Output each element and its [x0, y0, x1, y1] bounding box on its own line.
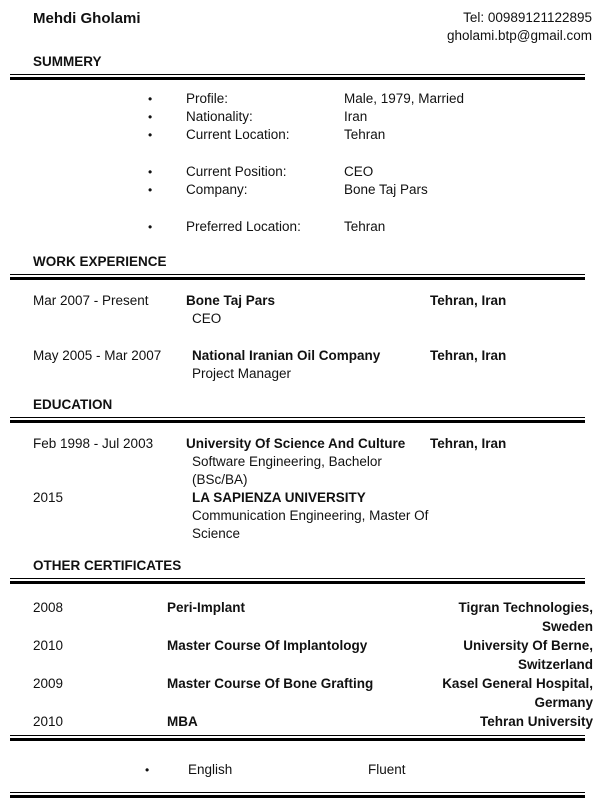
job-title-row [0, 310, 600, 328]
summary-value: Tehran [344, 127, 386, 142]
job-company: Bone Taj Pars [186, 293, 276, 308]
section-rule [10, 74, 585, 80]
certificate-course: MBA [167, 714, 198, 729]
education-degree-row [0, 453, 600, 489]
summary-item [0, 126, 600, 144]
job-company: National Iranian Oil Company [192, 348, 381, 363]
education-main-row [0, 489, 600, 507]
summary-label: Nationality: [186, 109, 253, 124]
certificate-year: 2010 [33, 638, 64, 653]
certificate-year: 2010 [33, 714, 64, 729]
spacer [430, 507, 593, 543]
section-heading-education: EDUCATION [33, 397, 113, 412]
job-main-row [0, 292, 600, 310]
summary-item [0, 218, 600, 236]
summary-group [0, 163, 600, 199]
education-entry [0, 435, 600, 489]
summary-value: Tehran [344, 219, 386, 234]
education-degree-row [0, 507, 600, 543]
education-school: University Of Science And Culture [186, 436, 406, 451]
bullet-icon: • [148, 220, 153, 234]
certificate-course: Peri-Implant [167, 600, 246, 615]
job-title: CEO [192, 311, 222, 326]
education-dates: 2015 [33, 490, 64, 505]
education-main-row [0, 435, 600, 453]
certificate-institution: Tigran Technologies, Sweden [458, 600, 593, 634]
section-rule [10, 578, 585, 584]
job-dates: May 2005 - Mar 2007 [33, 348, 162, 363]
summary-group [0, 218, 600, 236]
summary-label: Current Location: [186, 127, 290, 142]
summary-label: Preferred Location: [186, 219, 301, 234]
job-main-row [0, 347, 600, 365]
job-location: Tehran, Iran [430, 293, 507, 308]
certificate-course: Master Course Of Bone Grafting [167, 676, 374, 691]
summary-value: Male, 1979, Married [344, 91, 465, 106]
person-name: Mehdi Gholami [33, 10, 141, 27]
spacer [33, 365, 186, 383]
summary-value: CEO [344, 164, 374, 179]
certificate-institution: Tehran University [479, 714, 593, 729]
job-entry [0, 292, 600, 328]
spacer [430, 310, 593, 328]
spacer [33, 507, 186, 543]
work-experience-list [0, 292, 600, 383]
job-title-row [0, 365, 600, 383]
certificate-year: 2009 [33, 676, 64, 691]
education-location: Tehran, Iran [430, 436, 507, 451]
language-item [0, 761, 600, 779]
section-rule [10, 274, 585, 280]
summary-list [0, 90, 600, 236]
summary-item [0, 90, 600, 108]
certificate-row [0, 674, 600, 712]
summary-group [0, 90, 600, 144]
spacer [430, 453, 593, 489]
summary-item [0, 181, 600, 199]
bullet-icon: • [148, 128, 153, 142]
education-location [430, 489, 593, 507]
section-heading-summary: SUMMERY [33, 54, 102, 69]
phone-number: Tel: 00989121122895 [463, 10, 592, 25]
job-location: Tehran, Iran [430, 348, 507, 363]
certificate-year: 2008 [33, 600, 64, 615]
education-entry [0, 489, 600, 543]
bullet-icon: • [148, 110, 153, 124]
spacer [33, 453, 186, 489]
certificate-institution: Kasel General Hospital, Germany [442, 676, 593, 710]
certificate-row [0, 712, 600, 731]
certificate-row [0, 598, 600, 636]
job-entry [0, 347, 600, 383]
spacer [33, 310, 186, 328]
education-degree: Software Engineering, Bachelor (BSc/BA) [192, 454, 382, 487]
section-heading-other-certificates: OTHER CERTIFICATES [33, 558, 182, 573]
job-title: Project Manager [192, 366, 292, 381]
language-name: English [188, 762, 233, 777]
education-dates: Feb 1998 - Jul 2003 [33, 436, 154, 451]
summary-value: Iran [344, 109, 368, 124]
contact-info [447, 9, 592, 45]
email-address: gholami.btp@gmail.com [446, 28, 592, 43]
summary-label: Current Position: [186, 164, 287, 179]
language-proficiency: Fluent [368, 762, 406, 777]
section-rule [10, 417, 585, 423]
education-list [0, 435, 600, 543]
bullet-icon: • [148, 165, 153, 179]
certificate-course: Master Course Of Implantology [167, 638, 368, 653]
document-end-rule [10, 792, 585, 798]
bullet-icon: • [148, 92, 153, 106]
summary-item [0, 108, 600, 126]
certificate-institution: University Of Berne, Switzerland [463, 638, 593, 672]
section-rule [10, 735, 585, 741]
document-header [0, 0, 600, 45]
summary-item [0, 163, 600, 181]
education-degree: Communication Engineering, Master Of Science [192, 508, 429, 541]
summary-label: Company: [186, 182, 248, 197]
section-heading-work-experience: WORK EXPERIENCE [33, 254, 167, 269]
summary-label: Profile: [186, 91, 229, 106]
bullet-icon: • [148, 183, 153, 197]
certificates-table [0, 598, 600, 731]
summary-value: Bone Taj Pars [344, 182, 428, 197]
spacer [430, 365, 593, 383]
job-dates: Mar 2007 - Present [33, 293, 149, 308]
bullet-icon: • [145, 763, 150, 777]
education-school: LA SAPIENZA UNIVERSITY [192, 490, 366, 505]
certificate-row [0, 636, 600, 674]
